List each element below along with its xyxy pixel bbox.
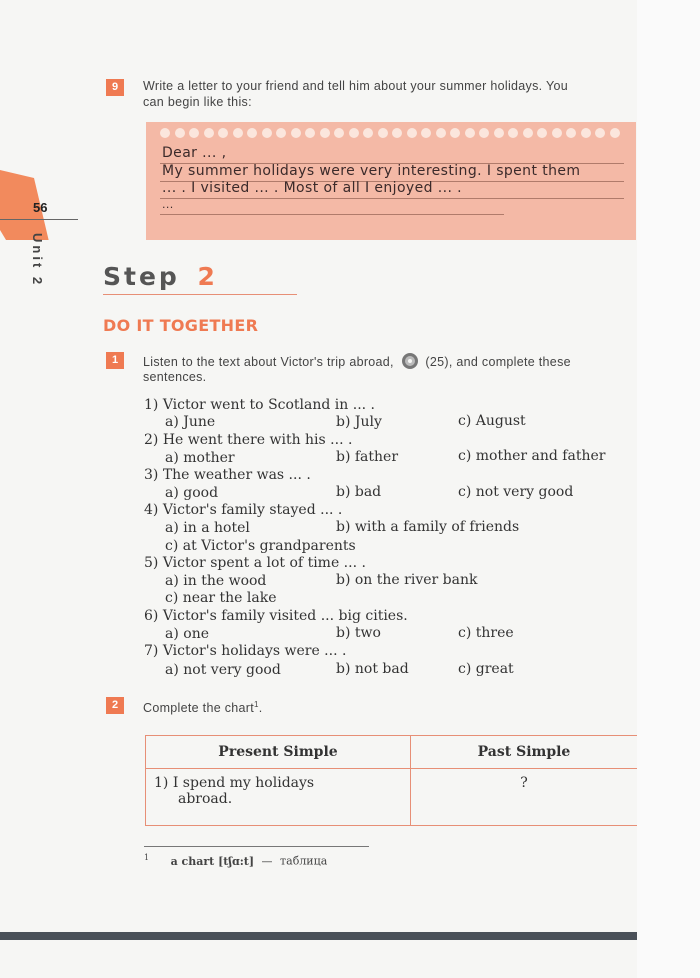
- footnote-translation: таблица: [280, 854, 328, 868]
- q1-option-c: c) August: [458, 413, 526, 429]
- chart-cell-present-line2: abroad.: [178, 791, 233, 807]
- page-number: 56: [33, 200, 48, 215]
- letter-line-1: Dear ... ,: [162, 145, 227, 161]
- q7-option-c: c) great: [458, 661, 514, 677]
- letter-line-2: My summer holidays were very interesting. I spent them: [162, 163, 581, 179]
- exercise-2-text: Complete the chart: [143, 701, 255, 716]
- question-3: 3) The weather was ... .: [144, 467, 311, 483]
- exercise-9-instruction-line2: can begin like this:: [143, 95, 252, 109]
- question-4: 4) Victor's family stayed ... .: [144, 502, 343, 518]
- letter-box: [146, 122, 636, 240]
- step-heading: [103, 262, 218, 291]
- chart-header-past: Past Simple: [411, 736, 638, 769]
- exercise-2-badge: 2: [106, 697, 124, 714]
- footnote-term: a chart [tʃɑ:t]: [170, 854, 255, 868]
- question-2: 2) He went there with his ... .: [144, 432, 353, 448]
- footnote-rule: [144, 846, 369, 847]
- q4-option-b: b) with a family of friends: [336, 519, 520, 535]
- chart-header-present: Present Simple: [146, 736, 411, 769]
- exercise-1-instruction-line1: [143, 352, 571, 370]
- step-word: Step: [103, 262, 180, 291]
- exercise-2-footnote-mark: 1: [254, 700, 259, 709]
- q2-option-a: a) mother: [165, 450, 235, 466]
- q6-option-b: b) two: [336, 625, 381, 641]
- q6-option-a: a) one: [165, 626, 209, 642]
- q5-option-b: b) on the river bank: [336, 572, 478, 588]
- footnote: [144, 853, 327, 868]
- q7-option-a: a) not very good: [165, 662, 281, 678]
- q2-option-b: b) father: [336, 449, 399, 465]
- question-1: 1) Victor went to Scotland in ... .: [144, 397, 375, 413]
- letter-line-3: ... . I visited ... . Most of all I enjoyed ... .: [162, 180, 463, 196]
- chart-cell-past[interactable]: ?: [411, 769, 638, 826]
- q2-option-c: c) mother and father: [458, 448, 606, 464]
- question-6: 6) Victor's family visited ... big cities.: [144, 608, 408, 624]
- notebook-holes: [160, 128, 620, 138]
- exercise-2-period: .: [258, 701, 263, 716]
- q7-option-b: b) not bad: [336, 661, 409, 677]
- q4-option-a: a) in a hotel: [165, 520, 250, 536]
- exercise-1-badge: 1: [106, 352, 124, 369]
- chart-cell-present: [146, 769, 411, 826]
- q5-option-a: a) in the wood: [165, 573, 267, 589]
- exercise-2-instruction: [143, 697, 263, 716]
- cd-icon: [401, 352, 419, 370]
- step-number: 2: [197, 262, 218, 291]
- question-5: 5) Victor spent a lot of time ... .: [144, 555, 366, 571]
- q3-option-b: b) bad: [336, 484, 382, 500]
- exercise-1-text-a: Listen to the text about Victor's trip abroad,: [143, 355, 394, 369]
- chart-cell-present-line1: 1) I spend my holidays: [154, 775, 315, 791]
- exercise-1-instruction-line2: sentences.: [143, 370, 207, 384]
- q1-option-a: a) June: [165, 414, 216, 430]
- q4-option-c: c) at Victor's grandparents: [165, 538, 356, 554]
- exercise-1-text-b: (25), and complete these: [425, 355, 571, 369]
- q3-option-c: c) not very good: [458, 484, 574, 500]
- present-past-chart: [145, 735, 638, 826]
- page-bottom-edge: [0, 932, 637, 940]
- page-shadow-right: [637, 0, 700, 978]
- unit-label: Unit 2: [30, 233, 45, 288]
- page-number-rule: [0, 219, 78, 220]
- footnote-mark: 1: [144, 853, 150, 862]
- q6-option-c: c) three: [458, 625, 514, 641]
- exercise-9-instruction-line1: Write a letter to your friend and tell him about your summer holidays. You: [143, 79, 568, 93]
- exercise-9-badge: 9: [106, 79, 124, 96]
- section-title: DO IT TOGETHER: [103, 316, 259, 335]
- question-7: 7) Victor's holidays were ... .: [144, 643, 347, 659]
- q1-option-b: b) July: [336, 414, 382, 430]
- footnote-dash: —: [261, 854, 273, 868]
- step-underline: [103, 294, 297, 295]
- q3-option-a: a) good: [165, 485, 219, 501]
- q5-option-c: c) near the lake: [165, 590, 277, 606]
- letter-line-4: ...: [162, 198, 174, 211]
